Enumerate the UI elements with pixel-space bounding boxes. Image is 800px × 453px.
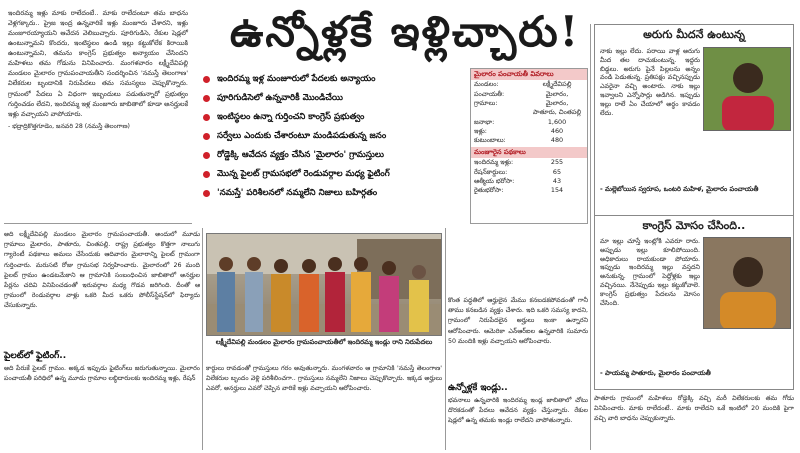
testimonial-title: అరుగు మీదనే ఉంటున్న — [643, 28, 745, 41]
woman-portrait-1-illustration — [704, 48, 791, 131]
headline: ఉన్నోళ్లకే ఇళ్లిచ్చారు! — [229, 7, 581, 56]
bullet-text: ఇందిరమ్మ ఇళ్ల మంజూరులో పేదలకు అన్యాయం — [217, 73, 376, 84]
row-key: మండలం: — [474, 80, 499, 89]
row-key: ఇళ్లు: — [474, 126, 487, 135]
panchayat-info-panel — [470, 68, 588, 224]
article-column-far-right: పాతూరు గ్రామంలో మహిళలు రోడ్డెక్కి వచ్చి మరీ విలేకరులకు తమ గోడు వినిపించారు. మాకు రాలేదంటే.. మాకు రాలేదని ఒకే ఇంటిలో 20 మందికి పైగా వచ్చి వారి బాధను చెప్పుకున్నారు. — [594, 395, 794, 423]
bullet-dot-icon — [203, 133, 210, 140]
lead-paragraph: ఇందిరమ్మ ఇళ్లు మాకు రాలేదంటే.. మాకు రాలేదంటూ తమ బాధను వెళ్లగక్కారు.. ప్రైజ ఇంద్ర ఉన్నవారికే ఇళ్లు మంజూరు చేశారని, ఇళ్లు మంజూరయ్యాయని ఆవేదన వెలిబుచ్చారు. పూరిగుడిసె, రేకుల షెడ్లలో ఉంటున్నామని కొందరు, ఇంటిస్థలం ఉండి ఇల్లు కట్టుకోలేక కిరాయికి ఉంటున్నామని, తమను కాంగ్రెస్ ప్రభుత్వం అన్యాయం చేసిందని మహిళలు తమ గోడును వినిపించారు. మంగళవారం లక్ష్మీదేవిపల్లి మండలం మైలారం గ్రామపంచాయతీని సందర్శించిన 'నమస్తే తెలంగాణ' విలేకరుల బృందానికి నిరుపేదలు తమ సమస్యలు చెప్పుకొన్నారు. గ్రామంలో పేదలు ఏ విధంగా ఇబ్బందులు పడుతున్నారో ప్రభుత్వం గుర్తించడం లేదని, ఇందిరమ్మ ఇళ్ల మంజూరు జాబితాలో కూడా అనర్హులకే ఇళ్లు వచ్చాయని వాపోయారు. — [8, 9, 188, 118]
article-column-middle: కార్డులు రావడంతో గ్రామస్తులు గరం అవుతున్నారు. మంగళవారం ఆ గ్రామానికి 'నమస్తే తెలంగాణ' విలేకరుల బృందం వెళ్లి పరిశీలించగా.. గ్రామస్తులు నమ్మలేని నిజాలు చెప్పుకొచ్చారు. ఇక్కడ అర్హులు ఎవరో, అనర్హులు ఎవరో చెప్పిన వారికే ఇళ్లు వచ్చాయని ఆరోపించారు. — [206, 365, 442, 393]
row-key: ఇందిరమ్మ ఇళ్లు: — [474, 158, 514, 167]
panel-row — [471, 99, 587, 108]
row-key: జనాభా: — [474, 117, 495, 126]
bullet-item — [203, 70, 468, 89]
bullet-dot-icon — [203, 95, 210, 102]
bullet-item — [203, 127, 468, 146]
villagers-photo-illustration — [207, 234, 442, 336]
woman-portrait-2 — [703, 237, 791, 329]
panel-row — [471, 186, 587, 195]
bullet-text: పూరిగుడిసెలో ఉన్నవారికీ మొండిచేయి — [217, 92, 343, 103]
testimonial-text: మా ఇల్లు చూస్తే ఇంట్లోకి ఎవరూ రారు. అప్పుడు ఇల్లు కూలిపోయింది. అధికారులు రాయకుండా పోయారు. ఇప్పుడు ఇందిరమ్మ ఇల్లు వస్తదని అనుకున్న. గ్రామంలో పెద్దోళ్లకు ఇల్లు వచ్చినయి. నేనెప్పుడు ఇల్లు కట్టుకోవాలె. కాంగ్రెస్ ప్రభుత్వం పేదలను మోసం చేసింది. — [600, 237, 700, 307]
bullet-item — [203, 108, 468, 127]
panel-row — [471, 80, 587, 89]
row-value: 1,600 — [547, 117, 567, 126]
bullet-item — [203, 165, 468, 184]
testimonial-signature: - మల్లెబోయిన స్వరూప, ఒంటరి మహిళ, మైలారం పంచాయతీ — [600, 185, 759, 193]
column-divider — [590, 24, 591, 450]
article-column-left: అది లక్ష్మీదేవిపల్లి మండలం మైలారం గ్రామపంచాయతీ. అందులో మూడు గ్రామాలు మైలారం, పాతూరు, చింతపల్లి. రాష్ట్ర ప్రభుత్వం కొత్తగా నాలుగు గ్యారెంటీ పథకాలు అమలు చేసేందుకు ఆదివారం మైలారాన్ని పైలట్ గ్రామంగా గుర్తించారు. మరుసటి రోజు గ్రామసభ నిర్వహించారు. మైలారంలో 26 మంది పైలట్ గ్రామం ఉండటమేకాని ఆ గ్రామానికి సంబంధించిన జాబితాలో అనర్హుల పేర్లను చదివి వినిపించడంతో ఇరువర్గాల మధ్య గొడవ జరిగింది. దీంతో ఆ గ్రామంలో రెండువర్గాల వాళ్లు ఒకరి మీద ఒకరు పోలీస్‌స్టేషన్‌లో ఫిర్యాదు చేసుకున్నారు. — [4, 231, 200, 310]
article-column-left-continued: అది పేరుకే పైలట్ గ్రామం. అక్కడ ఇప్పుడు ఫైటింగ్‌లు జరుగుతున్నాయి. మైలారం పంచాయతీ పరిధిలో ఉన్న మూడు గ్రామాల లబ్ధిదారులకు ఇందిరమ్మ ఇళ్లు, రేషన్ — [4, 365, 200, 383]
row-key: రేషన్‌కార్డులు: — [474, 167, 508, 176]
bullet-dot-icon — [203, 171, 210, 178]
lead-box — [4, 6, 192, 224]
column-divider — [445, 228, 446, 450]
bullet-item — [203, 184, 468, 203]
panel-row — [471, 168, 587, 177]
bullet-dot-icon — [203, 76, 210, 83]
row-key: గ్రామాలు: — [474, 98, 498, 107]
bullet-text: రోడ్డెక్కి ఆవేదన వ్యక్తం చేసిన 'మైలారం' గ్రామస్తులు — [217, 149, 384, 160]
testimonial-title: కాంగ్రెస్ మోసం చేసింది.. — [595, 215, 793, 235]
row-value: మైలారం, — [545, 89, 569, 98]
row-value: 480 — [550, 136, 564, 145]
panel-row — [471, 158, 587, 167]
row-key: ఆత్మీయ భరోసా: — [474, 177, 515, 185]
villagers-photo — [206, 233, 442, 336]
article-column-right: కొంత పద్ధతిలో ఆర్హులైన మేము కనబడకపోవడంతో గానీ తాము కనబడిన వ్యక్తం చేశారు. ఇది ఒకరి సమస్య కాదని, గ్రామంలో నిరుపేదలైన అర్హులు ఇంకా ఉన్నారని ఆరోపించారు. ఆమెరికా ఎన్‌ఆర్‌ఐల ఉన్నవారికి సుమారు 50 మందికి ఇళ్లు వచ్చాయని ఆరోపించారు. — [448, 297, 588, 345]
panel-row — [471, 118, 587, 127]
panel-row — [471, 90, 587, 99]
panel-row — [471, 177, 587, 186]
column-divider — [202, 228, 203, 450]
bullet-text: ఇంటిస్థలం ఉన్నా గుర్తించని కాంగ్రెస్ ప్రభుత్వం — [217, 111, 365, 122]
row-value: 154 — [550, 186, 564, 195]
dateline: - భద్రాద్రికొత్తగూడెం, జనవరి 28 (నమస్తే తెలంగాణ) — [8, 122, 130, 130]
testimonial-signature: - పాయమ్మ పాతూరు, మైలారం పంచాయతీ — [600, 369, 711, 377]
subhead-houses: ఉన్నోళ్లకే ఇండ్లు.. — [448, 383, 508, 393]
bullet-dot-icon — [203, 190, 210, 197]
bullet-item — [203, 89, 468, 108]
panel-row — [471, 108, 587, 117]
bullet-text: మొన్న పైలట్ గ్రామసభలో రెండువర్గాల మధ్య ఫైటింగ్ — [217, 168, 390, 179]
bullet-item — [203, 146, 468, 165]
panel-header: మైలారం పంచాయతీ వివరాలు — [471, 69, 587, 80]
row-key — [474, 108, 530, 117]
testimonial-text: నాకు ఇల్లు లేదు. పరాయి వాళ్ల అరుగు మీద తల దాచుకుంటున్న. ఇద్దరు బిడ్డలు. అరుగు పైనే పిల్లలను అన్నం వండి పెడుతున్న. ప్రతిపక్షం వచ్చినప్పుడు ఎవరైనా వచ్చి అంటారు. నాకు ఇల్లు ఇవ్వాలని ఎన్నోసార్లు అడిగిన. ఇప్పుడు ఇల్లు రాలే ఏం చేయాలో అర్థం కావడం లేదు. — [600, 47, 700, 117]
article-column-right-continued: భవనాలు ఉన్నవారికి ఇందిరమ్మ ఇండ్ల జాబితాలో చోటు దొరకడంతో పేదలు ఆవేదన వ్యక్తం చేస్తున్నారు. రేకుల షెడ్లలో ఉన్న తమకు ఇండ్లు రాలేదని వాపోతున్నారు. — [448, 397, 588, 425]
row-value: లక్ష్మీదేవిపల్లి — [542, 80, 572, 89]
row-value: 460 — [550, 126, 564, 135]
woman-portrait-1 — [703, 47, 791, 131]
bullet-dot-icon — [203, 152, 210, 159]
row-value: పాతూరు, చింతపల్లి — [532, 108, 582, 117]
bullet-text: సర్వేలు ఎందుకు చేశారంటూ మండిపడుతున్న జనం — [217, 130, 387, 141]
panel-row — [471, 127, 587, 136]
bullet-list — [203, 70, 468, 203]
row-value: 43 — [552, 177, 562, 185]
row-key: కుటుంబాలు: — [474, 136, 506, 145]
row-value: 255 — [550, 158, 564, 167]
photo-caption: లక్ష్మీదేవిపల్లి మండలం మైలారం గ్రామపంచాయతీలో ఇందిరమ్మ ఇండ్లు రాని నిరుపేదలు — [215, 338, 433, 346]
row-key: రైతుభరోసా: — [474, 186, 504, 195]
testimonial-sidebar — [594, 24, 794, 390]
panel-subheader: మంజూరైన పథకాలు — [471, 147, 587, 158]
panel-row — [471, 136, 587, 145]
row-value: మైలారం, — [545, 98, 569, 107]
subhead-pilot: పైలట్‌లో ఫైటింగ్.. — [4, 351, 67, 361]
woman-portrait-2-illustration — [704, 238, 791, 329]
row-key: పంచాయతీ: — [474, 89, 505, 98]
bullet-text: 'నమస్తే' పరిశీలనలో నమ్మలేని నిజాలు బహిర్గతం — [217, 187, 378, 198]
bullet-dot-icon — [203, 114, 210, 121]
row-value: 65 — [552, 167, 562, 176]
